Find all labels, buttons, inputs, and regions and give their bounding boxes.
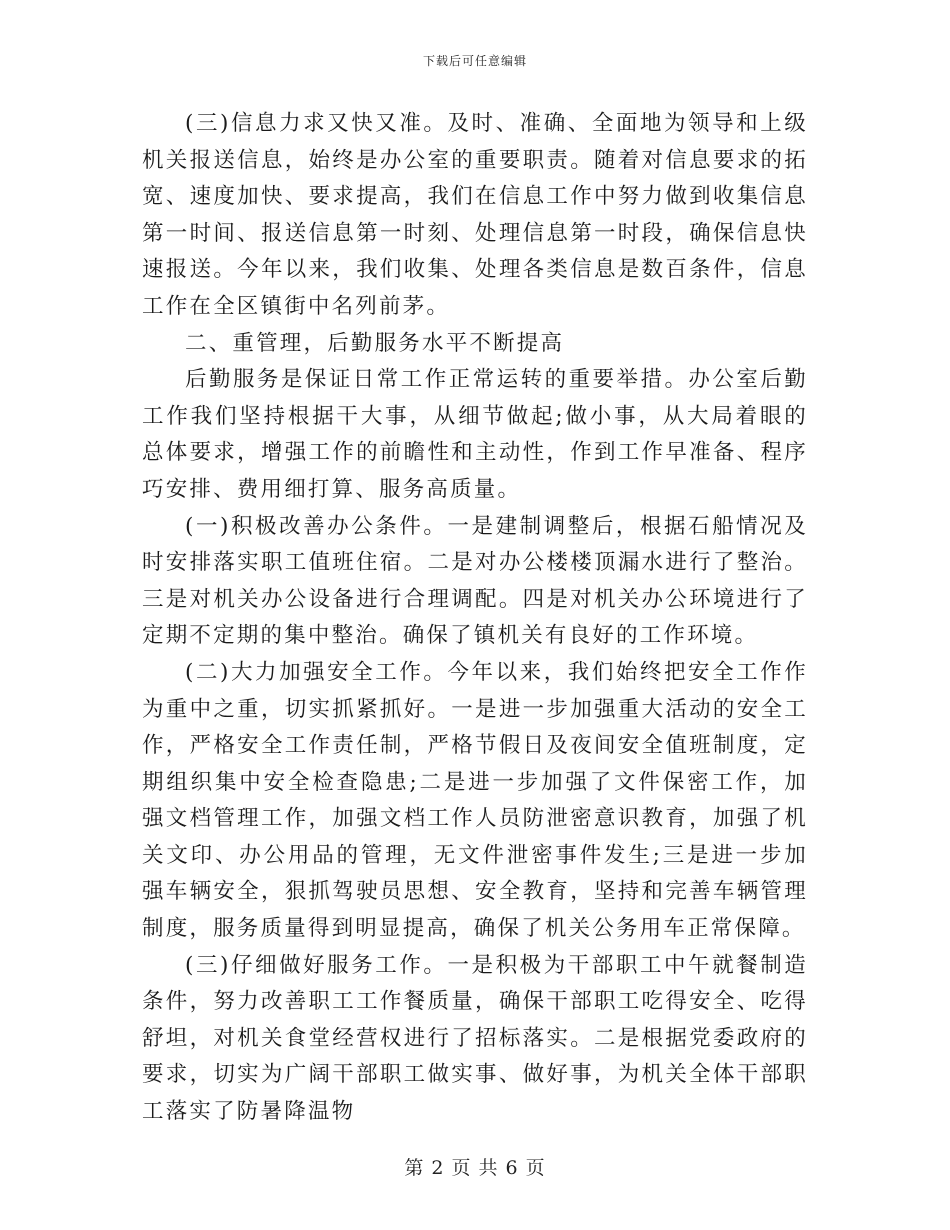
document-body (142, 106, 808, 1131)
paragraph-safety-work: (二)大力加强安全工作。今年以来，我们始终把安全工作作为重中之重，切实抓紧抓好。一是进一步加强重大活动的安全工作，严格安全工作责任制，严格节假日及夜间安全值班制度，定期组织集中安全检查隐患;二是进一步加强了文件保密工作，加强文档管理工作，加强文档工作人员防泄密意识教育，加强了机关文印、办公用品的管理，无文件泄密事件发生;三是进一步加强车辆安全，狠抓驾驶员思想、安全教育，坚持和完善车辆管理制度，服务质量得到明显提高，确保了机关公务用车正常保障。 (142, 659, 808, 942)
page-number: 第 2 页 共 6 页 (404, 1157, 546, 1179)
page-header-note: 下载后可任意编辑 (422, 54, 527, 68)
paragraph-service-work: (三)仔细做好服务工作。一是积极为干部职工中午就餐制造条件，努力改善职工工作餐质量，确保干部职工吃得安全、吃得舒坦，对机关食堂经营权进行了招标落实。二是根据党委政府的要求，切实为广阔干部职工做实事、做好事，为机关全体干部职工落实了防暑降温物 (142, 952, 808, 1125)
section-heading-logistics: 二、重管理，后勤服务水平不断提高 (185, 330, 565, 356)
paragraph-logistics-intro: 后勤服务是保证日常工作正常运转的重要举措。办公室后勤工作我们坚持根据干大事，从细节做起;做小事，从大局着眼的总体要求，增强工作的前瞻性和主动性，作到工作早准备、程序巧安排、费用细打算、服务高质量。 (142, 367, 808, 502)
paragraph-office-conditions: (一)积极改善办公条件。一是建制调整后，根据石船情况及时安排落实职工值班住宿。二是对办公楼楼顶漏水进行了整治。三是对机关办公设备进行合理调配。四是对机关办公环境进行了定期不定期的集中整治。确保了镇机关有良好的工作环境。 (142, 513, 808, 649)
paragraph-info-reporting: (三)信息力求又快又准。及时、准确、全面地为领导和上级机关报送信息，始终是办公室的重要职责。随着对信息要求的拓宽、速度加快、要求提高，我们在信息工作中努力做到收集信息第一时间、报送信息第一时刻、处理信息第一时段，确保信息快速报送。今年以来，我们收集、处理各类信息是数百条件，信息工作在全区镇街中名列前茅。 (142, 111, 808, 319)
